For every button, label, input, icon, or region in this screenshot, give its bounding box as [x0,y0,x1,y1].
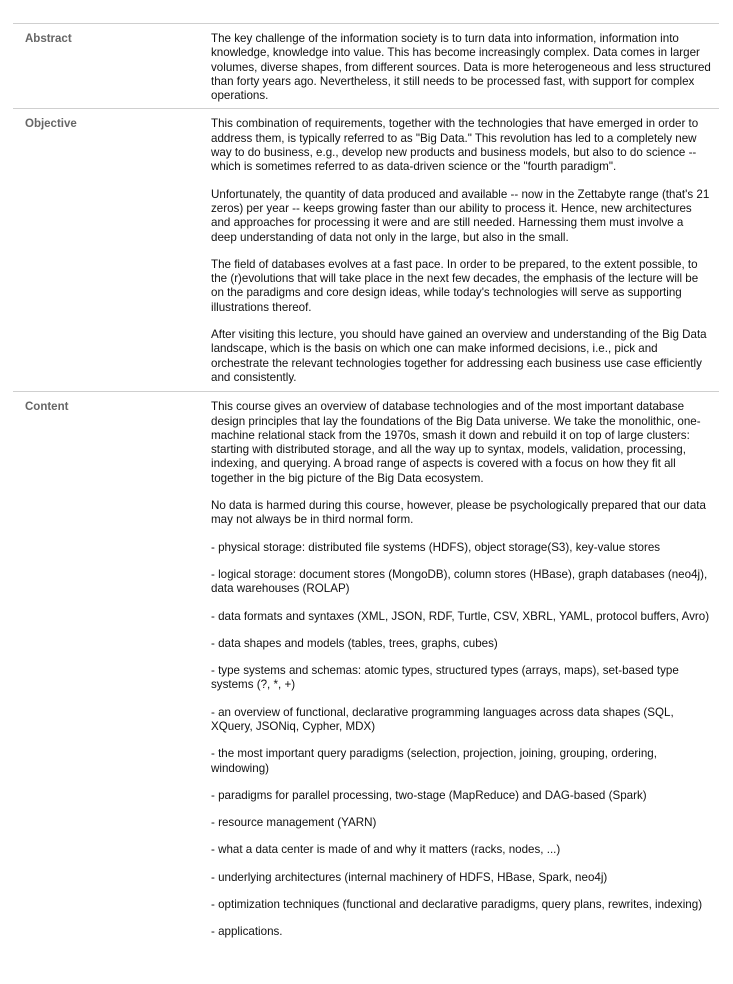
content-row [13,392,719,945]
objective-paragraph: Unfortunately, the quantity of data produced and available -- now in the Zettabyte range (that's 21 zeros) per year -- keeps growing faster than our ability to process it. Hence, new architectures and approaches for processing it were and are still needed. Harnessing them must involve a deep understanding of data not only in the large, but also in the small. [211,187,710,244]
content-list-item: - data formats and syntaxes (XML, JSON, RDF, Turtle, CSV, XBRL, YAML, protocol buffers, Avro) [211,609,710,623]
content-list-item: - the most important query paradigms (selection, projection, joining, grouping, ordering, windowing) [211,747,657,775]
content-list-item: - paradigms for parallel processing, two-stage (MapReduce) and DAG-based (Spark) [211,788,647,802]
objective-paragraph: After visiting this lecture, you should have gained an overview and understanding of the Big Data landscape, which is the basis on which one can make informed decisions, i.e., pick and orchestrate the relevant technologies together for addressing each business use case efficiently and consistently. [211,328,707,384]
content-body [211,392,719,945]
abstract-row [13,24,719,109]
objective-paragraph: This combination of requirements, together with the technologies that have emerged in order to address them, is typically referred to as "Big Data." This revolution has led to a completely new way to do business, e.g., develop new products and business models, but also to do science -- which is sometimes referred to as data-driven science or the "fourth paradigm". [211,117,699,174]
content-list-item: - what a data center is made of and why it matters (racks, nodes, ...) [211,843,561,857]
content-list-item: - optimization techniques (functional and declarative paradigms, query plans, rewrites, indexing) [211,898,703,912]
content-list-item: - physical storage: distributed file systems (HDFS), object storage(S3), key-value stores [211,540,661,554]
content-paragraph: No data is harmed during this course, however, please be psychologically prepared that our data may not always be in third normal form. [211,499,706,527]
objective-paragraph: The field of databases evolves at a fast pace. In order to be prepared, to the extent possible, to the (r)evolutions that will take place in the next few decades, the emphasis of the lecture will be on the paradigms and core design ideas, while today's technologies will serve as supporting illustrations thereof. [211,257,699,314]
content-paragraph: This course gives an overview of database technologies and of the most important database design principles that lay the foundations of the Big Data universe. We take the monolithic, one-machine relational stack from the 1970s, smash it down and rebuild it on top of large clusters: starting with distributed storage, and all the way up to syntax, models, validation, processing, indexing, and querying. A broad range of aspects is covered with a focus on how they fit all together in the big picture of the Big Data ecosystem. [211,400,701,485]
objective-label: Objective [25,118,77,131]
content-label: Content [25,401,69,414]
abstract-paragraph: The key challenge of the information society is to turn data into information, information into knowledge, knowledge into value. This has become increasingly complex. Data comes in larger volumes, diverse shapes, from different sources. Data is more heterogeneous and less structured than forty years ago. Nevertheless, it still needs to be processed fast, with support for complex operations. [211,32,711,103]
content-list-item: - an overview of functional, declarative programming languages across data shapes (SQL, XQuery, JSONiq, Cypher, MDX) [211,705,674,733]
abstract-body [211,24,719,108]
objective-row [13,109,719,392]
abstract-label: Abstract [25,33,72,45]
objective-body [211,109,719,391]
content-list-item: - type systems and schemas: atomic types, structured types (arrays, maps), set-based type systems (?, *, +) [211,664,679,692]
content-list-item: - underlying architectures (internal machinery of HDFS, HBase, Spark, neo4j) [211,870,608,884]
content-list-item: - data shapes and models (tables, trees, graphs, cubes) [211,636,498,650]
content-list-item: - logical storage: document stores (MongoDB), column stores (HBase), graph databases (neo4j), data warehouses (ROLAP) [211,567,708,596]
content-list-item: - applications. [211,925,283,939]
course-info-table [13,23,719,946]
content-list-item: - resource management (YARN) [211,816,377,830]
